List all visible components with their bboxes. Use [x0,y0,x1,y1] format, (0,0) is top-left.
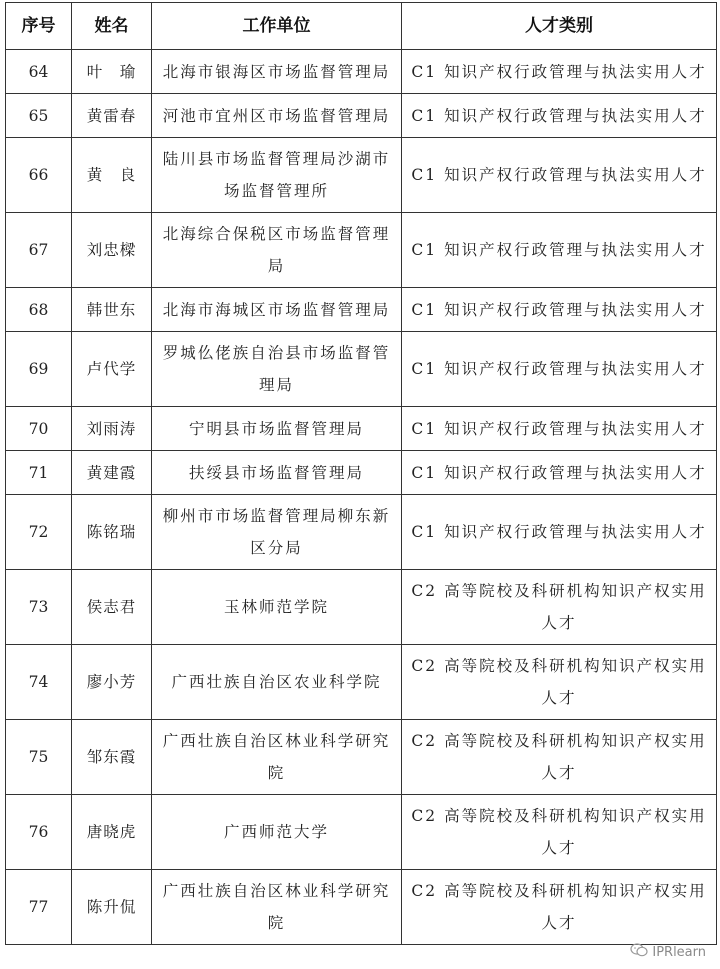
header-name: 姓名 [72,3,152,50]
header-unit: 工作单位 [152,3,402,50]
cell-unit: 宁明县市场监督管理局 [152,407,402,451]
cell-category: C1 知识产权行政管理与执法实用人才 [402,288,717,332]
cell-category: C1 知识产权行政管理与执法实用人才 [402,332,717,407]
cell-unit: 罗城仫佬族自治县市场监督管理局 [152,332,402,407]
cell-seq: 68 [6,288,72,332]
cell-seq: 76 [6,795,72,870]
cell-unit: 广西壮族自治区农业科学院 [152,645,402,720]
cell-name: 卢代学 [72,332,152,407]
cell-name: 黄 良 [72,138,152,213]
header-category: 人才类别 [402,3,717,50]
cell-name: 陈铭瑞 [72,495,152,570]
watermark [630,943,706,961]
cell-unit: 陆川县市场监督管理局沙湖市场监督管理所 [152,138,402,213]
talent-table [5,2,717,945]
cell-name: 邹东霞 [72,720,152,795]
cell-unit: 广西壮族自治区林业科学研究院 [152,870,402,945]
cell-category: C2 高等院校及科研机构知识产权实用人才 [402,870,717,945]
cell-seq: 75 [6,720,72,795]
cell-category: C1 知识产权行政管理与执法实用人才 [402,451,717,495]
cell-name: 黄雷春 [72,94,152,138]
table-row [6,870,717,945]
cell-name: 刘忠樑 [72,213,152,288]
cell-category: C1 知识产权行政管理与执法实用人才 [402,50,717,94]
table-row [6,94,717,138]
cell-category: C1 知识产权行政管理与执法实用人才 [402,94,717,138]
table-row [6,213,717,288]
cell-seq: 77 [6,870,72,945]
cell-unit: 北海市海城区市场监督管理局 [152,288,402,332]
cell-category: C2 高等院校及科研机构知识产权实用人才 [402,570,717,645]
cell-name: 黄建霞 [72,451,152,495]
table-row [6,720,717,795]
cell-category: C1 知识产权行政管理与执法实用人才 [402,407,717,451]
table-row [6,138,717,213]
cell-unit: 柳州市市场监督管理局柳东新区分局 [152,495,402,570]
cell-seq: 67 [6,213,72,288]
cell-unit: 扶绥县市场监督管理局 [152,451,402,495]
cell-unit: 玉林师范学院 [152,570,402,645]
table-row [6,407,717,451]
cell-name: 侯志君 [72,570,152,645]
cell-category: C2 高等院校及科研机构知识产权实用人才 [402,645,717,720]
cell-category: C2 高等院校及科研机构知识产权实用人才 [402,795,717,870]
table-row [6,332,717,407]
table-row [6,495,717,570]
cell-name: 廖小芳 [72,645,152,720]
cell-seq: 66 [6,138,72,213]
cell-unit: 北海市银海区市场监督管理局 [152,50,402,94]
cell-name: 唐晓虎 [72,795,152,870]
cell-unit: 广西壮族自治区林业科学研究院 [152,720,402,795]
cell-seq: 64 [6,50,72,94]
header-seq: 序号 [6,3,72,50]
cell-category: C1 知识产权行政管理与执法实用人才 [402,138,717,213]
table-row [6,288,717,332]
table-row [6,50,717,94]
cell-seq: 71 [6,451,72,495]
table-row [6,795,717,870]
cell-category: C1 知识产权行政管理与执法实用人才 [402,213,717,288]
table-row [6,451,717,495]
header-row [6,3,717,50]
cell-seq: 72 [6,495,72,570]
cell-unit: 广西师范大学 [152,795,402,870]
cell-name: 刘雨涛 [72,407,152,451]
cell-name: 陈升侃 [72,870,152,945]
cell-unit: 河池市宜州区市场监督管理局 [152,94,402,138]
cell-seq: 65 [6,94,72,138]
cell-category: C2 高等院校及科研机构知识产权实用人才 [402,720,717,795]
watermark-text: IPRlearn [652,944,706,960]
cell-name: 韩世东 [72,288,152,332]
wechat-icon [630,943,648,961]
cell-category: C1 知识产权行政管理与执法实用人才 [402,495,717,570]
cell-seq: 73 [6,570,72,645]
cell-unit: 北海综合保税区市场监督管理局 [152,213,402,288]
table-row [6,645,717,720]
cell-name: 叶 瑜 [72,50,152,94]
cell-seq: 74 [6,645,72,720]
cell-seq: 70 [6,407,72,451]
table-row [6,570,717,645]
cell-seq: 69 [6,332,72,407]
